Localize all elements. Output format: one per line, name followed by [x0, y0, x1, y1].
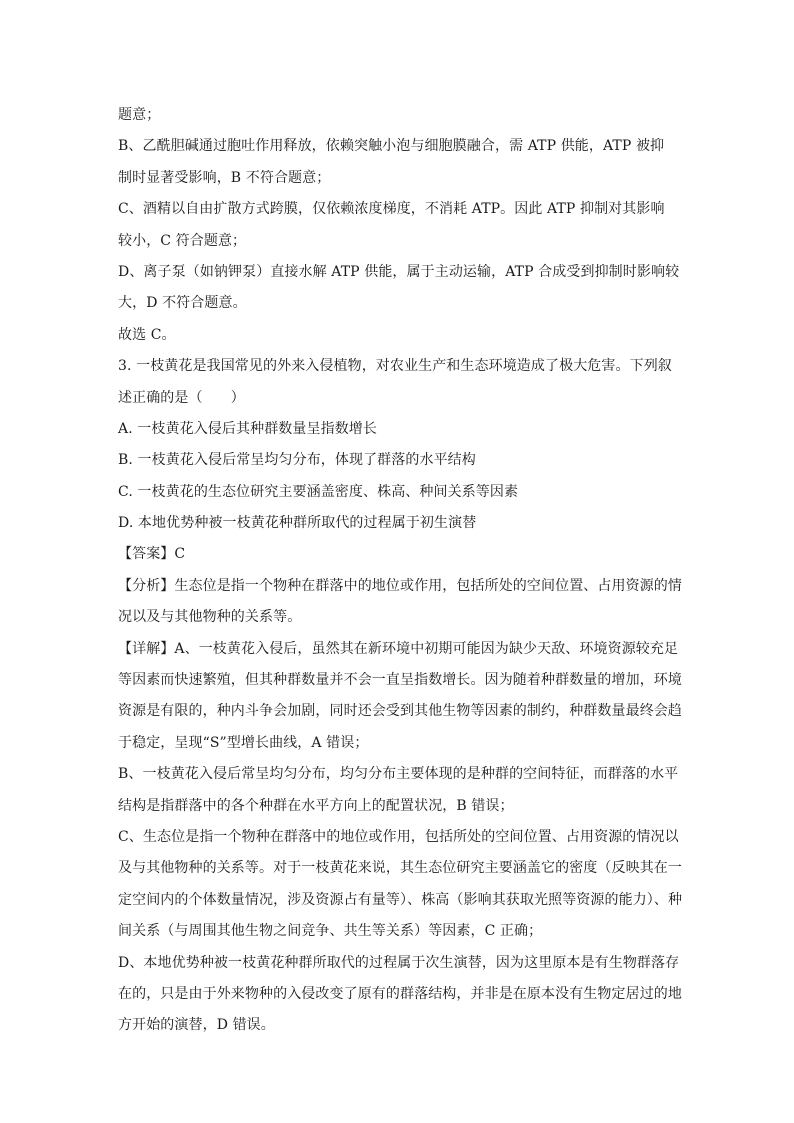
explanation-line-12: 在的，只是由于外来物种的入侵改变了原有的群落结构，并非是在原本没有生物定居过的地 — [118, 985, 682, 1002]
explanation-line-4: 于稳定，呈现“S”型增长曲线，A 错误； — [118, 734, 369, 751]
text-line-2: B、乙酰胆碱通过胞吐作用释放，依赖突触小泡与细胞膜融合，需 ATP 供能，ATP 被抑 — [118, 138, 665, 155]
text-line-3: 制时显著受影响，B 不符合题意； — [118, 169, 331, 186]
text-line-7: 大，D 不符合题意。 — [118, 295, 247, 312]
option-b: B. 一枝黄花入侵后常呈均匀分布，体现了群落的水平结构 — [118, 452, 476, 469]
explanation-line-6: 结构是指群落中的各个种群在水平方向上的配置状况，B 错误； — [118, 797, 514, 814]
explanation-line-8: 及与其他物种的关系等。对于一枝黄花来说，其生态位研究主要涵盖它的密度（反映其在一 — [118, 860, 682, 877]
explanation-line-11: D、本地优势种被一枝黄花种群所取代的过程属于次生演替，因为这里原本是有生物群落存 — [118, 954, 680, 971]
explanation-line-13: 方开始的演替，D 错误。 — [118, 1017, 275, 1034]
option-a: A. 一枝黄花入侵后其种群数量呈指数增长 — [118, 420, 378, 437]
explanation-line-5: B、一枝黄花入侵后常呈均匀分布，均匀分布主要体现的是种群的空间特征，而群落的水平 — [118, 766, 679, 783]
explanation-line-7: C、生态位是指一个物种在群落中的地位或作用，包括所处的空间位置、占用资源的情况以 — [118, 828, 679, 845]
option-d: D. 本地优势种被一枝黄花种群所取代的过程属于初生演替 — [118, 515, 477, 532]
text-line-5: 较小，C 符合题意； — [118, 232, 247, 249]
text-line-6: D、离子泵（如钠钾泵）直接水解 ATP 供能，属于主动运输，ATP 合成受到抑制时影响较 — [118, 263, 680, 280]
text-line-1: 题意； — [118, 107, 161, 123]
text-line-4: C、酒精以自由扩散方式跨膜，仅依赖浓度梯度，不消耗 ATP。因此 ATP 抑制对其影响 — [118, 201, 665, 218]
document-page — [118, 100, 683, 1042]
analysis-line-1: 【分析】生态位是指一个物种在群落中的地位或作用，包括所处的空间位置、占用资源的情 — [118, 577, 682, 594]
answer-line: 【答案】C — [118, 546, 186, 563]
text-line-8: 故选 C。 — [118, 326, 176, 343]
explanation-line-1: 【详解】A、一枝黄花入侵后，虽然其在新环境中初期可能因为缺少天敌、环境资源较充足 — [118, 640, 679, 657]
question-3-stem-line-1: 3. 一枝黄花是我国常见的外来入侵植物，对农业生产和生态环境造成了极大危害。下列叙 — [118, 358, 672, 375]
explanation-line-9: 定空间内的个体数量情况，涉及资源占有量等）、株高（影响其获取光照等资源的能力）、种 — [118, 891, 683, 908]
explanation-line-3: 资源是有限的，种内斗争会加剧，同时还会受到其他生物等因素的制约，种群数量最终会趋 — [118, 703, 682, 720]
question-3-stem-line-2: 述正确的是（ ） — [118, 389, 245, 406]
option-c: C. 一枝黄花的生态位研究主要涵盖密度、株高、种间关系等因素 — [118, 483, 519, 500]
explanation-line-10: 间关系（与周围其他生物之间竞争、共生等关系）等因素，C 正确； — [118, 923, 543, 940]
explanation-line-2: 等因素而快速繁殖，但其种群数量并不会一直呈指数增长。因为随着种群数量的增加，环境 — [118, 672, 682, 689]
analysis-line-2: 况以及与其他物种的关系等。 — [118, 609, 302, 626]
